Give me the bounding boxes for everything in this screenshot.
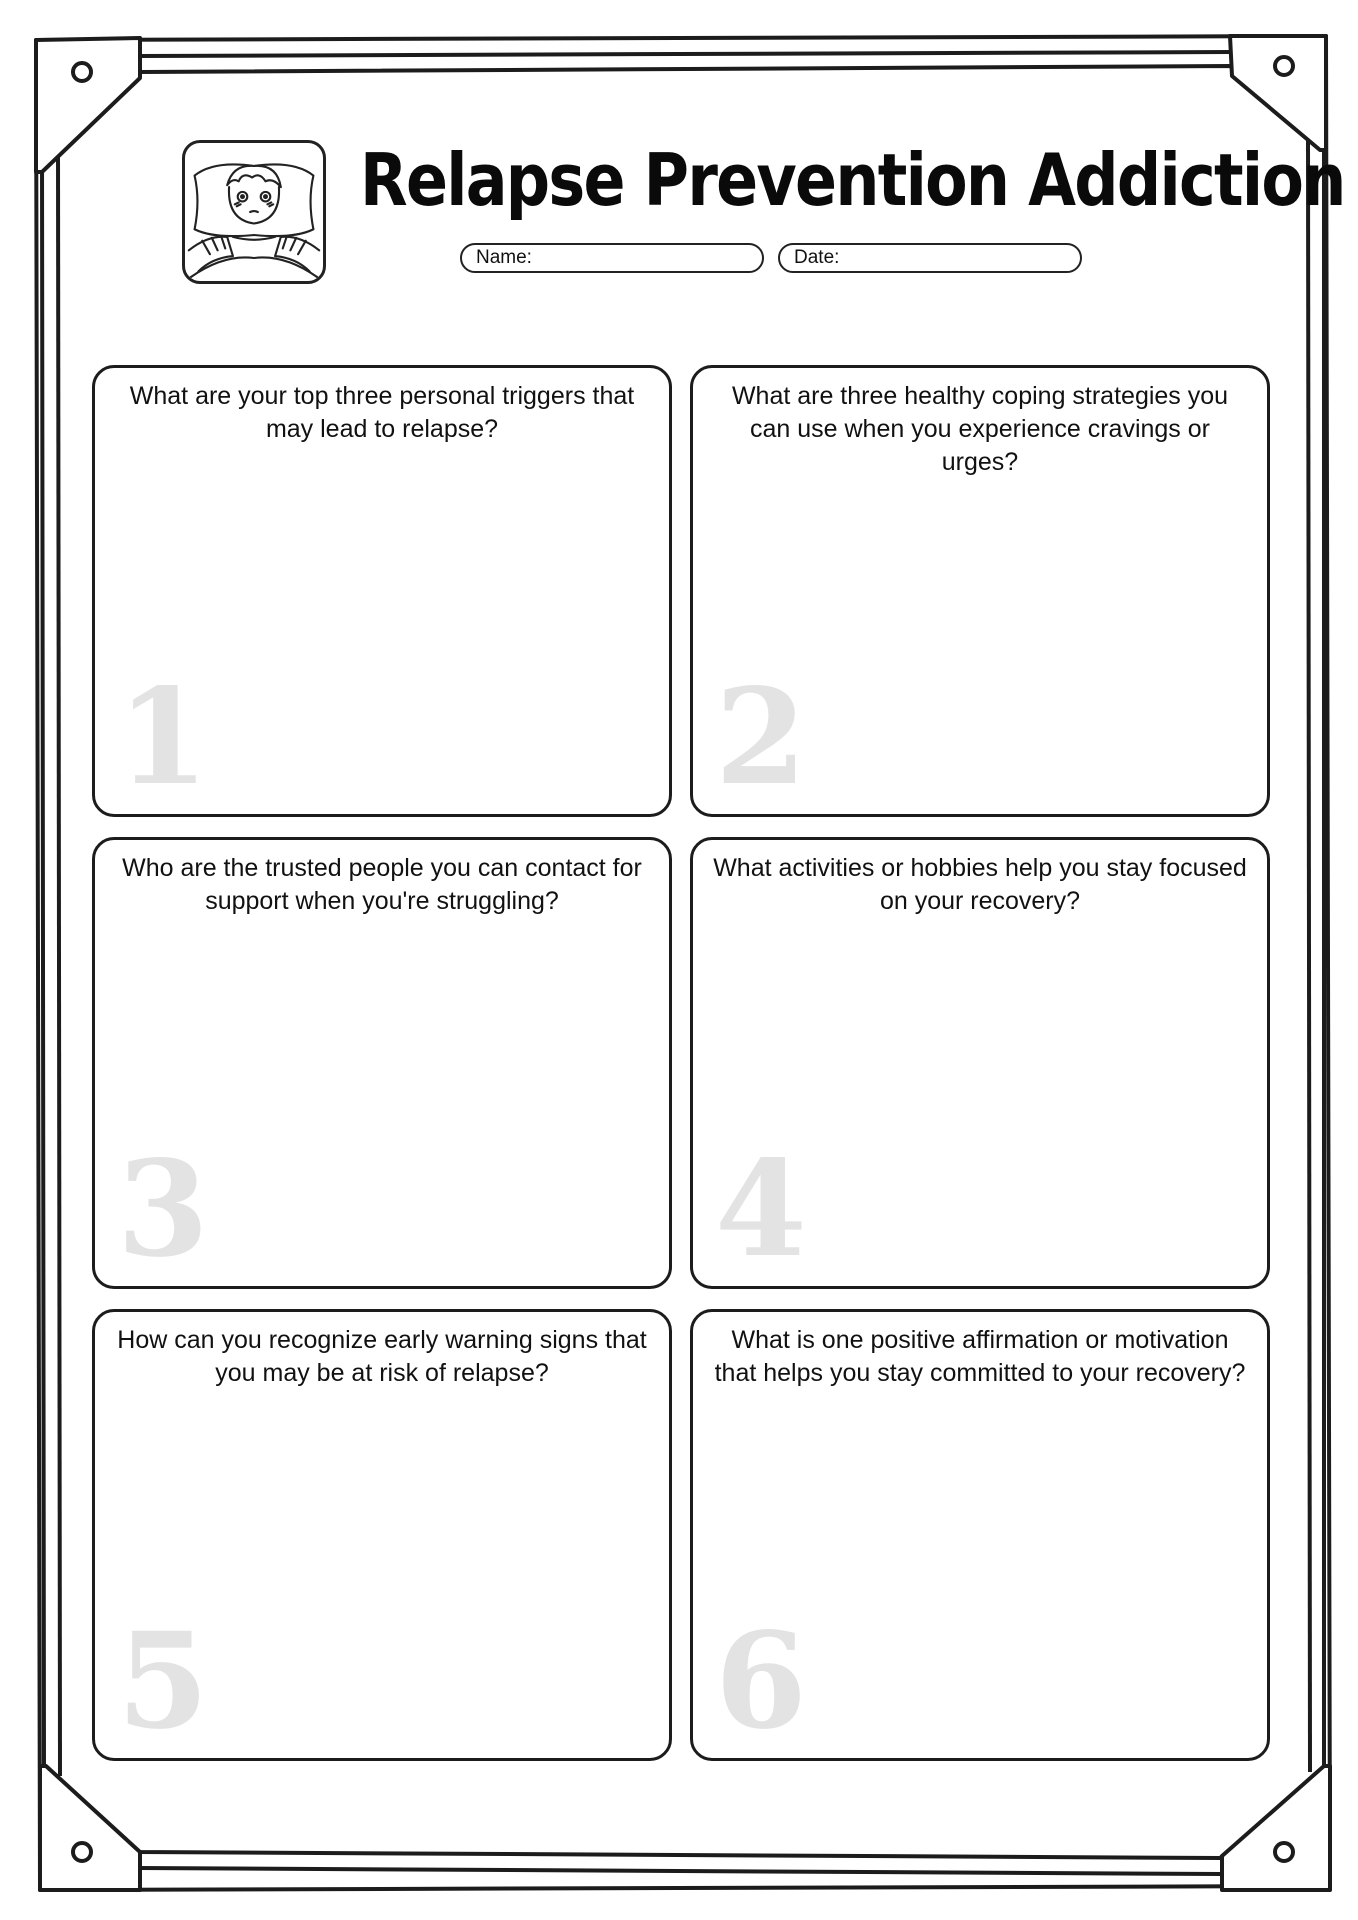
question-number: 3 xyxy=(117,1132,209,1287)
frame-corner-bottom-left xyxy=(40,1766,140,1890)
page-title: Relapse Prevention Addiction xyxy=(360,138,1345,222)
question-number: 5 xyxy=(117,1604,209,1759)
question-card-1[interactable] xyxy=(92,365,672,817)
question-card-5[interactable] xyxy=(92,1309,672,1761)
sleepy-child-illustration xyxy=(182,140,326,284)
question-number: 4 xyxy=(715,1132,807,1287)
question-text: Who are the trusted people you can contact for support when you're struggling? xyxy=(122,854,642,915)
question-card-6[interactable] xyxy=(690,1309,1270,1761)
name-label: Name: xyxy=(476,247,532,268)
frame-corner-pin-icon xyxy=(1275,57,1293,75)
frame-corner-pin-icon xyxy=(1275,1843,1293,1861)
question-number: 1 xyxy=(117,660,209,815)
frame-corner-pin-icon xyxy=(73,1843,91,1861)
question-text: What are your top three personal triggers that may lead to relapse? xyxy=(129,382,635,443)
question-text: What is one positive affirmation or motivation that helps you stay committed to your recovery? xyxy=(714,1326,1246,1387)
question-text: What activities or hobbies help you stay focused on your recovery? xyxy=(713,854,1247,915)
frame-corner-top-right xyxy=(1230,36,1326,150)
question-number: 2 xyxy=(715,660,807,815)
question-card-3[interactable] xyxy=(92,837,672,1289)
frame-corner-bottom-right xyxy=(1222,1766,1330,1890)
date-label: Date: xyxy=(794,247,840,268)
date-field[interactable] xyxy=(778,243,1082,273)
frame-corner-top-left xyxy=(36,38,140,172)
question-card-2[interactable] xyxy=(690,365,1270,817)
question-number: 6 xyxy=(715,1604,807,1759)
frame-corner-pin-icon xyxy=(73,63,91,81)
question-text: How can you recognize early warning signs that you may be at risk of relapse? xyxy=(117,1326,647,1387)
question-text: What are three healthy coping strategies you can use when you experience cravings or urges? xyxy=(731,382,1229,476)
name-field[interactable] xyxy=(460,243,764,273)
question-card-4[interactable] xyxy=(690,837,1270,1289)
